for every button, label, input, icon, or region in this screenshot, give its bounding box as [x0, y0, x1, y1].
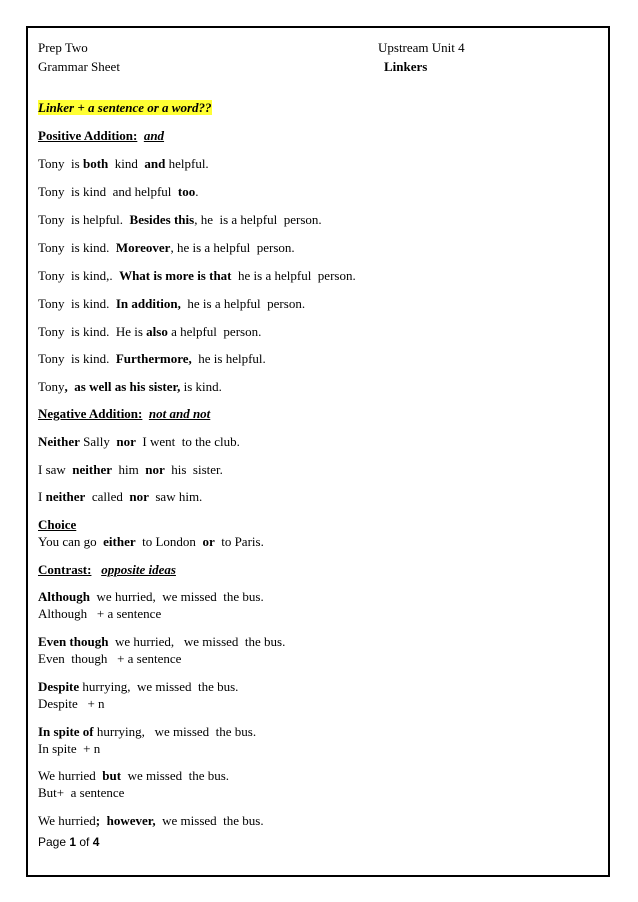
example-line: I neither called nor saw him. — [38, 489, 203, 504]
header-row-2 — [38, 57, 598, 76]
course-label: Prep Two — [38, 40, 88, 55]
example-line: Although we hurried, we missed the bus. — [38, 589, 264, 604]
example-line: We hurried but we missed the bus. — [38, 768, 230, 783]
example-line: In spite of hurrying, we missed the bus. — [38, 724, 257, 739]
example-line: Tony is kind. In addition, he is a helpful person. — [38, 296, 306, 311]
rule-line: But+ a sentence — [38, 785, 125, 800]
heading-negative-addition: Negative Addition: not and not — [38, 406, 211, 421]
example-line: Neither Sally nor I went to the club. — [38, 434, 240, 449]
example-line: Tony is kind and helpful too. — [38, 184, 199, 199]
example-line: You can go either to London or to Paris. — [38, 534, 264, 549]
rule-line: In spite + n — [38, 741, 101, 756]
example-line: Even though we hurried, we missed the bus. — [38, 634, 286, 649]
example-line: Tony is kind. Furthermore, he is helpful. — [38, 351, 266, 366]
sheet-label: Grammar Sheet — [38, 59, 120, 74]
rule-line: Although + a sentence — [38, 606, 162, 621]
unit-label: Upstream Unit 4 — [378, 40, 465, 55]
topic-label: Linkers — [384, 59, 428, 74]
header-row-1 — [38, 38, 598, 57]
example-line: Tony is both kind and helpful. — [38, 156, 209, 171]
example-line: We hurried; however, we missed the bus. — [38, 813, 264, 828]
example-line: Tony is kind. He is also a helpful person. — [38, 324, 262, 339]
example-line: I saw neither him nor his sister. — [38, 462, 223, 477]
example-line: Tony, as well as his sister, is kind. — [38, 379, 222, 394]
page-title: Linker + a sentence or a word?? — [38, 100, 212, 115]
example-line: Despite hurrying, we missed the bus. — [38, 679, 239, 694]
heading-contrast: Contrast: opposite ideas — [38, 562, 176, 577]
example-line: Tony is kind,. What is more is that he is a helpful person. — [38, 268, 356, 283]
page-number: Page 1 of 4 — [38, 835, 100, 849]
document-body — [38, 38, 598, 76]
example-line: Tony is kind. Moreover, he is a helpful person. — [38, 240, 295, 255]
heading-choice: Choice — [38, 517, 77, 532]
rule-line: Despite + n — [38, 696, 105, 711]
page-border — [26, 26, 610, 877]
heading-positive-addition: Positive Addition: and — [38, 128, 165, 143]
rule-line: Even though + a sentence — [38, 651, 182, 666]
example-line: Tony is helpful. Besides this, he is a helpful person. — [38, 212, 322, 227]
